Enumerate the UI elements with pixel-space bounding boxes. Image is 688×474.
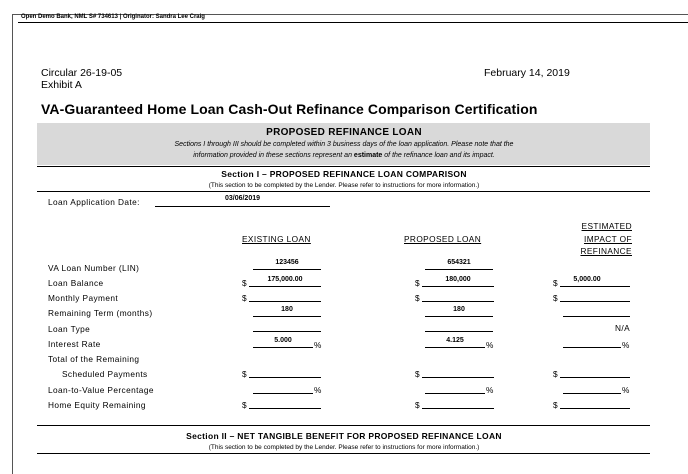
circular-number: Circular 26-19-05	[41, 67, 123, 79]
total-remaining-label: Total of the Remaining	[48, 354, 140, 364]
impact-balance-dollar: $	[553, 278, 558, 288]
existing-loan-type-field[interactable]	[253, 331, 321, 332]
proposed-total-field[interactable]	[422, 377, 494, 378]
proposed-loan-header: PROPOSED LOAN	[404, 234, 482, 244]
proposed-lin-value: 654321	[447, 259, 471, 266]
existing-lin-field[interactable]	[253, 269, 321, 270]
scheduled-payments-label: Scheduled Payments	[62, 369, 148, 379]
impact-payment-field[interactable]	[560, 301, 630, 302]
document-title: VA-Guaranteed Home Loan Cash-Out Refinance Comparison Certification	[41, 101, 538, 117]
proposed-ltv-percent: %	[486, 385, 494, 395]
existing-rate-field[interactable]	[253, 347, 313, 348]
section2-top-rule	[37, 425, 650, 426]
existing-term-value: 180	[281, 306, 293, 313]
proposed-rate-percent: %	[486, 340, 494, 350]
document-date: February 14, 2019	[484, 67, 570, 79]
existing-ltv-percent: %	[314, 385, 322, 395]
existing-lin-value: 123456	[275, 259, 299, 266]
existing-balance-value: 175,000.00	[267, 276, 303, 283]
section2-note-rule	[37, 453, 650, 454]
existing-loan-header: EXISTING LOAN	[242, 234, 311, 244]
monthly-payment-label: Monthly Payment	[48, 293, 119, 303]
proposed-payment-field[interactable]	[422, 301, 494, 302]
section2-note: (This section to be completed by the Lender. Please refer to instructions for more information.)	[208, 444, 480, 451]
section1-note: (This section to be completed by the Lender. Please refer to instructions for more information.)	[208, 182, 480, 189]
existing-payment-field[interactable]	[249, 301, 321, 302]
proposed-equity-dollar: $	[415, 400, 420, 410]
banner-estimate-word: estimate	[353, 152, 383, 159]
existing-ltv-field[interactable]	[253, 393, 313, 394]
banner-line-2: information provided in these sections represent an estimate of the refinance loan and its impact.	[193, 152, 495, 159]
home-equity-label: Home Equity Remaining	[48, 400, 146, 410]
lin-label: VA Loan Number (LIN)	[48, 263, 140, 273]
impact-equity-field[interactable]	[560, 408, 630, 409]
existing-total-field[interactable]	[249, 377, 321, 378]
existing-total-dollar: $	[242, 369, 247, 379]
proposed-loan-type-field[interactable]	[425, 331, 493, 332]
existing-equity-dollar: $	[242, 400, 247, 410]
loan-application-date-field[interactable]	[155, 206, 330, 207]
impact-rate-field[interactable]	[563, 347, 621, 348]
loan-application-date-label: Loan Application Date:	[48, 197, 140, 207]
impact-rate-percent: %	[622, 340, 630, 350]
proposed-balance-field[interactable]	[422, 286, 494, 287]
existing-equity-field[interactable]	[249, 408, 321, 409]
existing-balance-field[interactable]	[249, 286, 321, 287]
section1-title: Section I – PROPOSED REFINANCE LOAN COMPARISON	[221, 169, 467, 179]
impact-loan-type-value: N/A	[614, 323, 630, 333]
impact-payment-dollar: $	[553, 293, 558, 303]
impact-ltv-percent: %	[622, 385, 630, 395]
impact-term-field[interactable]	[563, 316, 630, 317]
impact-total-dollar: $	[553, 369, 558, 379]
ltv-label: Loan-to-Value Percentage	[48, 385, 154, 395]
loan-balance-label: Loan Balance	[48, 278, 104, 288]
exhibit-label: Exhibit A	[41, 79, 82, 91]
section1-note-rule	[37, 191, 650, 192]
header-rule	[18, 22, 688, 23]
proposed-equity-field[interactable]	[422, 408, 494, 409]
existing-rate-percent: %	[314, 340, 322, 350]
proposed-term-value: 180	[453, 306, 465, 313]
existing-term-field[interactable]	[253, 316, 321, 317]
interest-rate-label: Interest Rate	[48, 339, 101, 349]
impact-balance-field[interactable]	[560, 286, 630, 287]
banner-title: PROPOSED REFINANCE LOAN	[266, 127, 422, 138]
loan-type-label: Loan Type	[48, 324, 91, 334]
banner-line-1: Sections I through III should be completed within 3 business days of the loan application. Please note that the	[174, 141, 514, 148]
proposed-rate-value: 4.125	[446, 337, 464, 344]
impact-balance-value: 5,000.00	[573, 276, 601, 283]
impact-total-field[interactable]	[560, 377, 630, 378]
existing-rate-value: 5.000	[274, 337, 292, 344]
proposed-term-field[interactable]	[425, 316, 493, 317]
proposed-ltv-field[interactable]	[425, 393, 485, 394]
estimated-impact-header: ESTIMATED IMPACT OF REFINANCE	[580, 221, 632, 256]
proposed-balance-value: 180,000	[445, 276, 471, 283]
section1-top-rule	[37, 166, 650, 167]
section2-title: Section II – NET TANGIBLE BENEFIT FOR PROPOSED REFINANCE LOAN	[186, 431, 502, 441]
bank-originator-header: Open Demo Bank, NML S# 734613 | Originator: Sandra Lee Craig	[21, 14, 205, 20]
existing-balance-dollar: $	[242, 278, 247, 288]
remaining-term-label: Remaining Term (months)	[48, 308, 153, 318]
impact-ltv-field[interactable]	[563, 393, 621, 394]
proposed-lin-field[interactable]	[425, 269, 493, 270]
existing-payment-dollar: $	[242, 293, 247, 303]
loan-application-date-value: 03/06/2019	[224, 195, 261, 202]
proposed-rate-field[interactable]	[425, 347, 485, 348]
proposed-balance-dollar: $	[415, 278, 420, 288]
impact-equity-dollar: $	[553, 400, 558, 410]
proposed-payment-dollar: $	[415, 293, 420, 303]
proposed-total-dollar: $	[415, 369, 420, 379]
